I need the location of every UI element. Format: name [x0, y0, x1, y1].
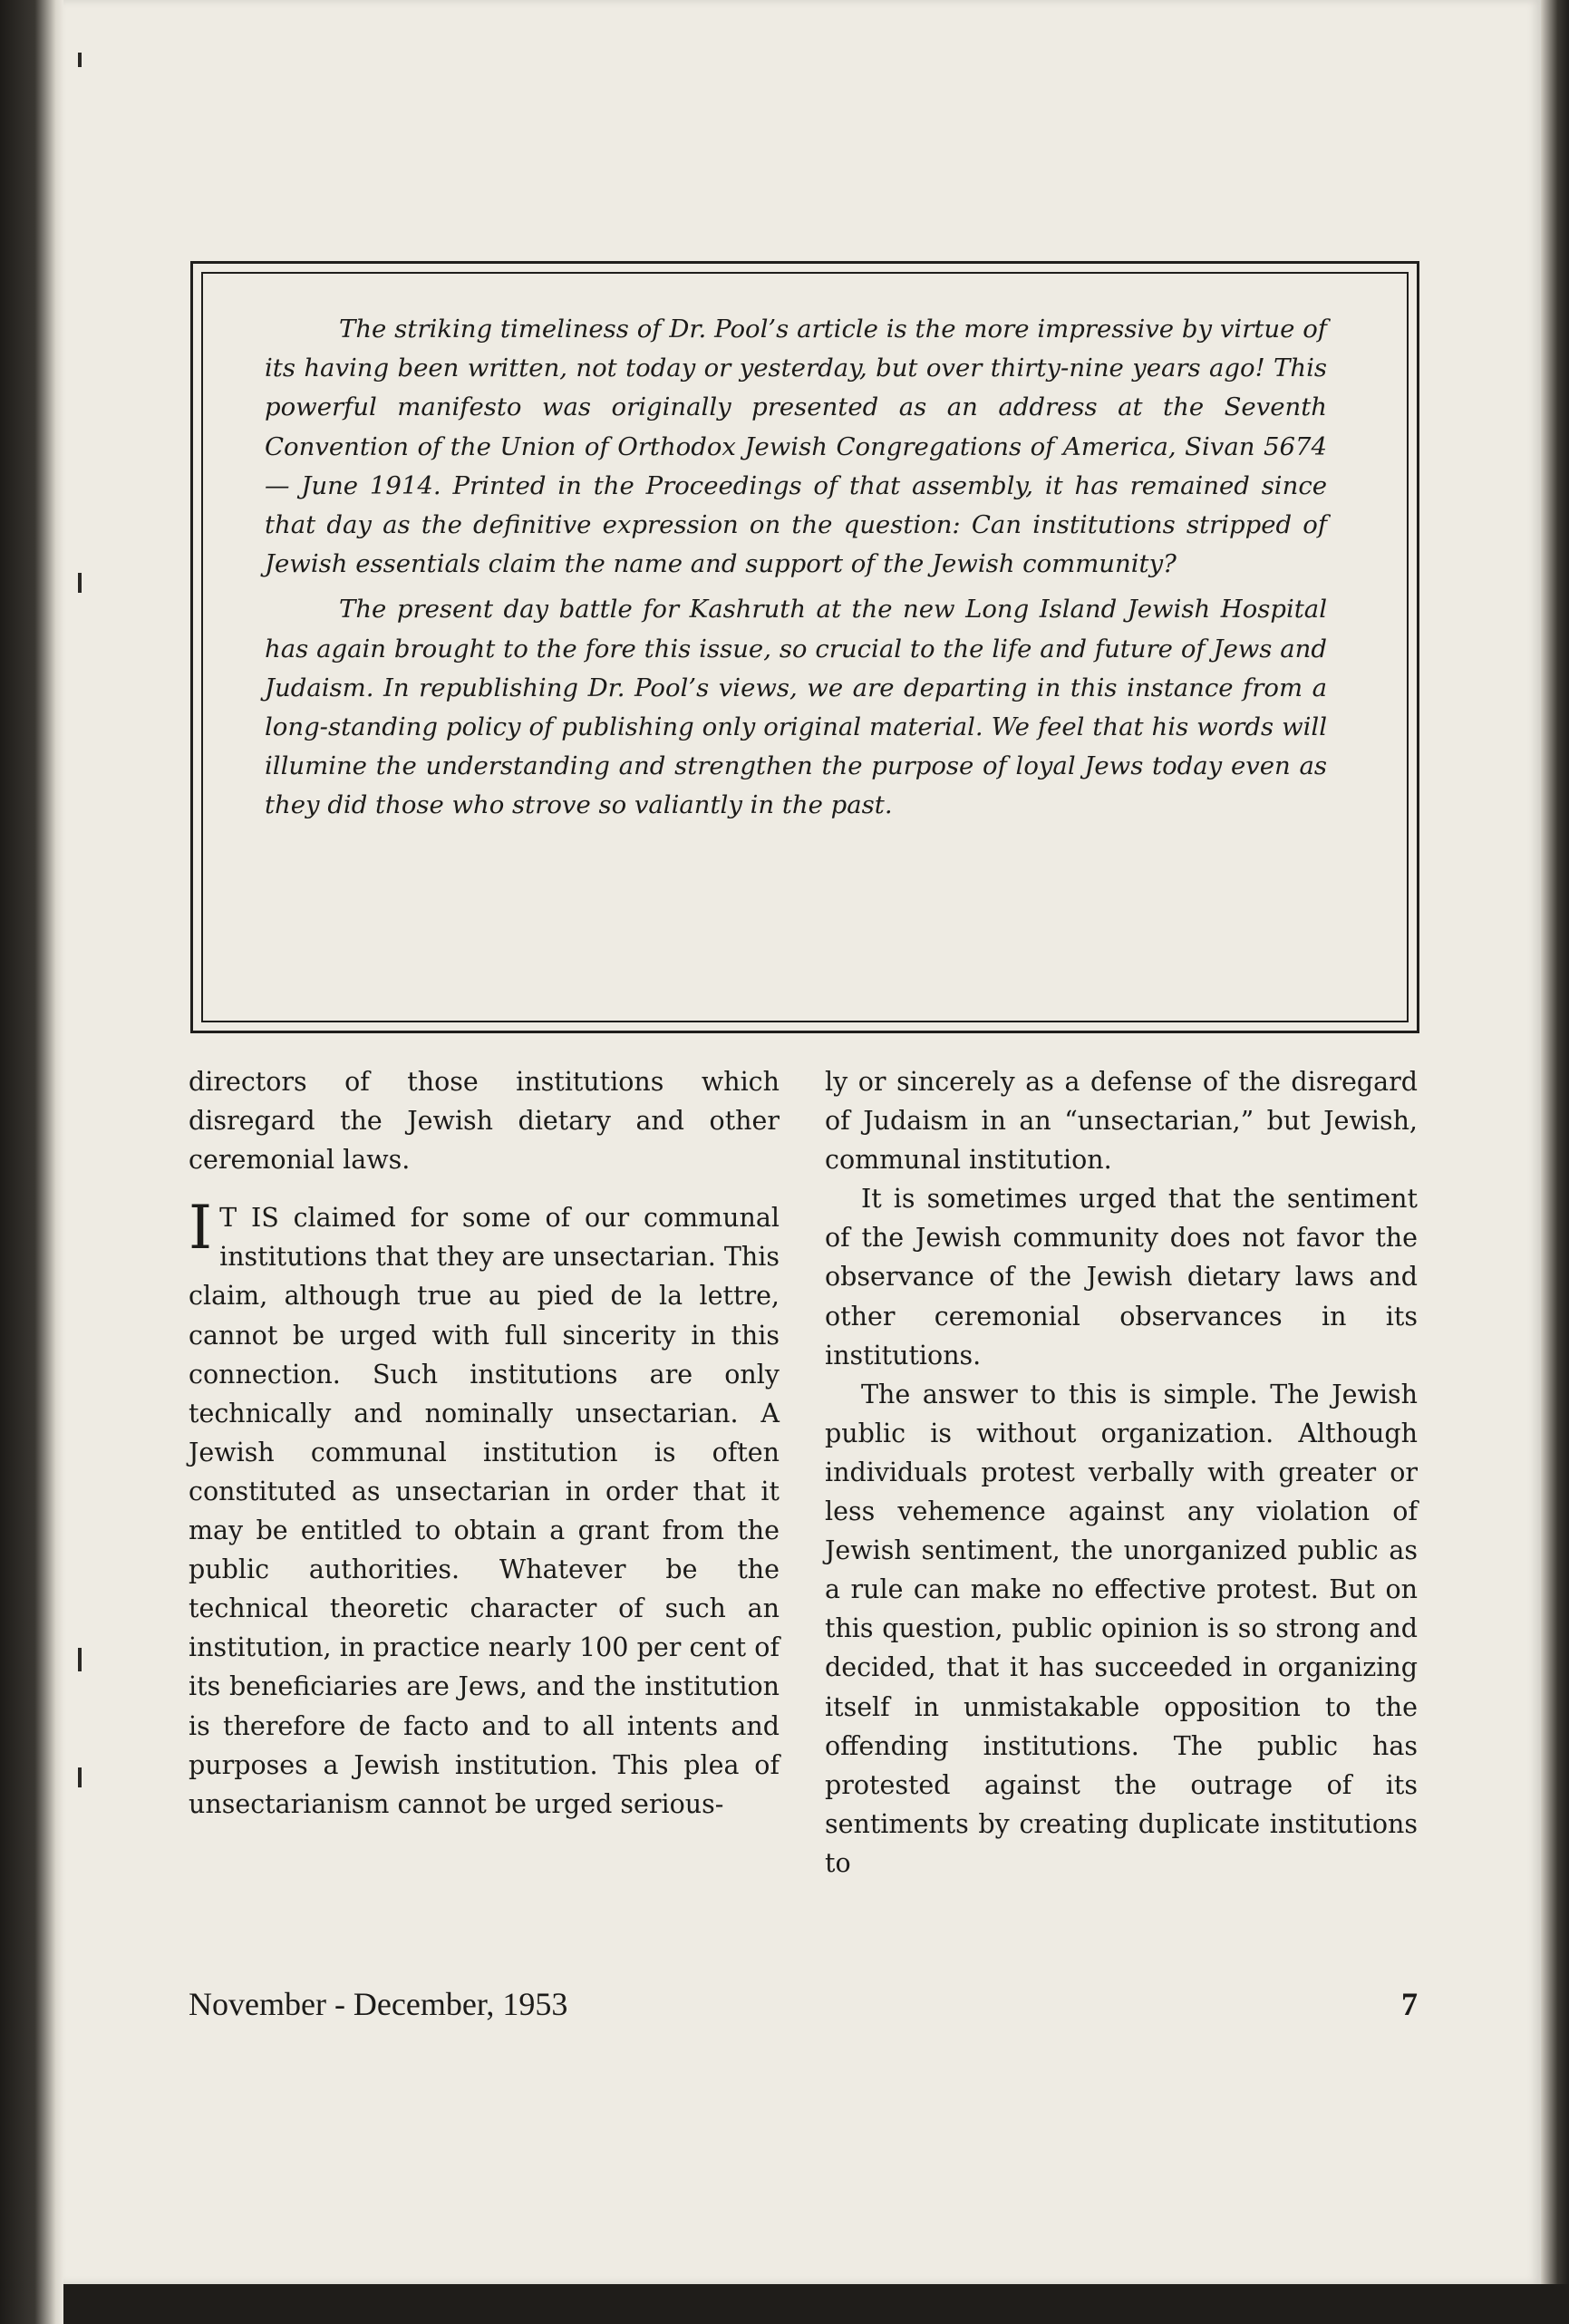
binding-mark	[78, 1648, 82, 1671]
right-paragraph: It is sometimes urged that the sentiment of the Jewish community does not favor the observance of the Jewish dietary laws and other ceremonial observances in its institutions.	[825, 1184, 1418, 1370]
issue-date: November - December, 1953	[189, 1986, 568, 2022]
page-number: 7	[1401, 1986, 1418, 2022]
intro-paragraph: The striking timeliness of Dr. Pool’s article is the more impressive by virtue of its having been written, not today or yesterday, but over thirty-nine years ago! This powerful manifesto was originally presented as an address at the Seventh Convention of the Union of Orthodox Jewish Congregations of America, Sivan 5674 — June 1914. Printed in the Proceedings of that assembly, it has remained since that day as the definitive expression on the question: Can institutions stripped of Jewish essentials claim the name and support of the Jewish community?	[265, 315, 1327, 579]
binding-mark	[78, 53, 82, 67]
right-column	[825, 1062, 1418, 1883]
book-spine	[0, 0, 63, 2324]
intro-paragraph: The present day battle for Kashruth at the new Long Island Jewish Hospital has again brought to the fore this issue, so crucial to the life and future of Jews and Judaism. In republishing Dr. Pool’s views, we are departing in this instance from a long-standing policy of publishing only original material. We feel that his words will illumine the understanding and strengthen the purpose of loyal Jews today even as they did those who strove so valiantly in the past.	[265, 595, 1327, 820]
section-paragraph	[189, 1193, 780, 1824]
binding-mark	[78, 573, 82, 593]
right-paragraph: The answer to this is simple. The Jewish public is without organization. Although individuals protest verbally with greater or less vehemence against any violation of Jewish sentiment, the unorganized public as a rule can make no effective protest. But on this question, public opinion is so strong and decided, that it has succeeded in organizing itself in unmistakable opposition to the offending institutions. The public has protested against the outrage of its sentiments by creating duplicate institutions to	[825, 1379, 1418, 1878]
intro-box	[201, 272, 1409, 1022]
left-column	[189, 1062, 780, 1824]
drop-cap: I	[189, 1193, 213, 1264]
page-edge-bottom	[63, 2284, 1569, 2324]
section-paragraph-text: T IS claimed for some of our communal institutions that they are unsectarian. This claim, although true au pied de la lettre, cannot be urged with full sincerity in this connection. Such institutions are only technically and nominally unsectarian. A Jewish communal institution is often constituted as unsectarian in order that it may be entitled to obtain a grant from the public authorities. Whatever be the technical theoretic character of such an institution, in practice nearly 100 per cent of its beneficiaries are Jews, and the institution is therefore de facto and to all intents and purposes a Jewish institution. This plea of unsectarianism cannot be urged serious-	[189, 1203, 780, 1819]
right-paragraph: ly or sincerely as a defense of the disregard of Judaism in an “unsectarian,” but Jewish, communal institution.	[825, 1067, 1418, 1176]
continuation-paragraph: directors of those institutions which disregard the Jewish dietary and other ceremonial laws.	[189, 1067, 780, 1176]
binding-mark	[78, 1767, 82, 1787]
page-edge-right	[1541, 0, 1569, 2324]
